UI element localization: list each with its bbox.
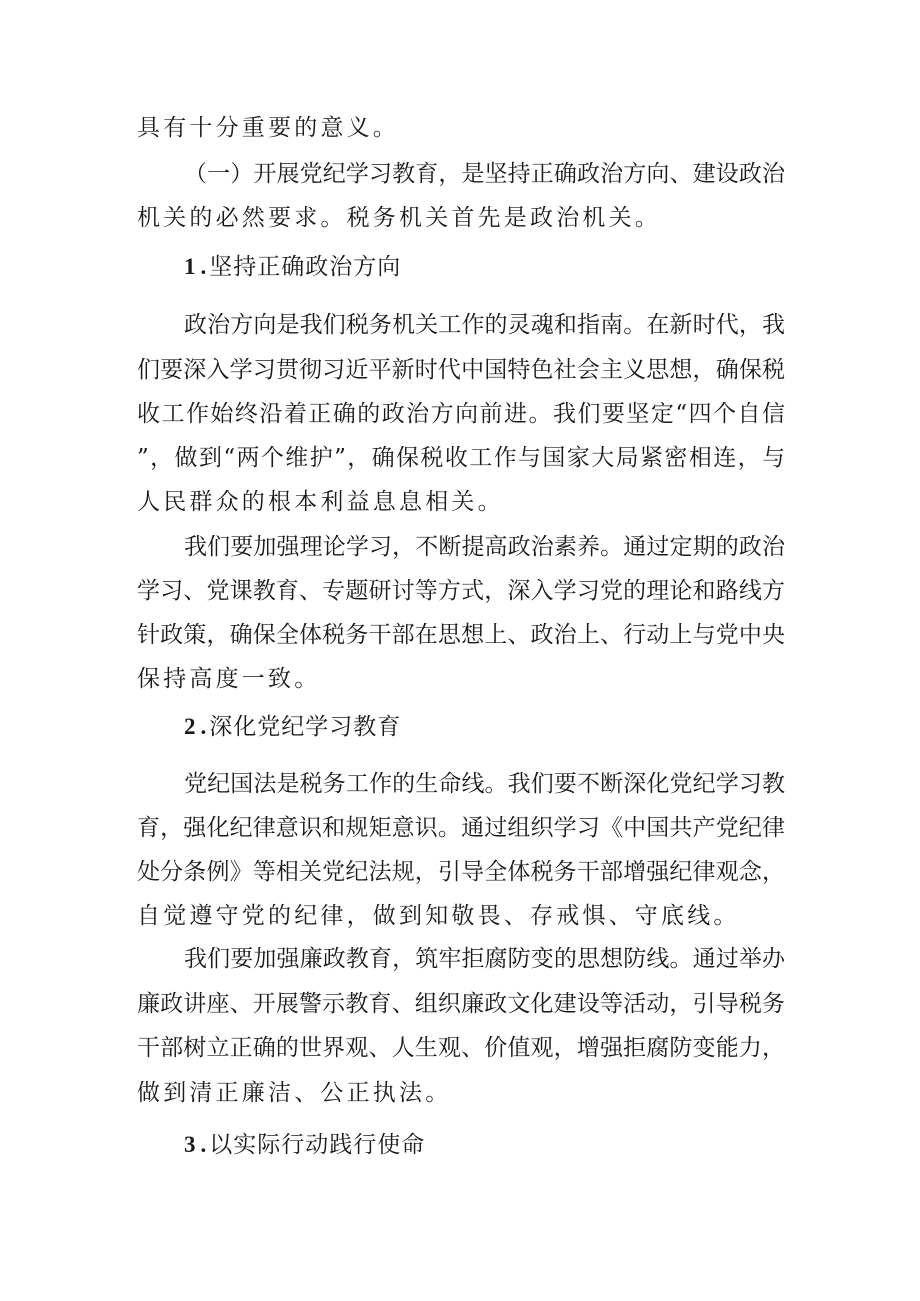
paragraph-line: 党纪国法是税务工作的生命线。我们要不断深化党纪学习教 xyxy=(184,771,785,797)
paragraph-line: 做到清正廉洁、公正执法。 xyxy=(137,1080,452,1106)
paragraph-line: 收工作始终沿着正确的政治方向前进。我们要坚定“四个自信 xyxy=(137,401,785,427)
paragraph-line: 政治方向是我们税务机关工作的灵魂和指南。在新时代，我 xyxy=(184,312,785,338)
subheading-text: 深化党纪学习教育 xyxy=(209,714,402,740)
section-title-line: 机关的必然要求。税务机关首先是政治机关。 xyxy=(137,205,661,231)
paragraph-line: 人民群众的根本利益息息相关。 xyxy=(137,489,504,515)
subheading-text: 以实际行动践行使命 xyxy=(209,1132,426,1158)
paragraph-line: 处分条例》等相关党纪法规，引导全体税务干部增强纪律观念， xyxy=(137,859,785,885)
paragraph-line: 自觉遵守党的纪律，做到知敬畏、存戒惧、守底线。 xyxy=(137,903,740,929)
paragraph-line: 干部树立正确的世界观、人生观、价值观，增强拒腐防变能力， xyxy=(137,1035,785,1061)
subheading-dot: . xyxy=(200,254,208,279)
paragraph-line: 我们要加强理论学习，不断提高政治素养。通过定期的政治 xyxy=(184,534,785,560)
subheading-text: 坚持正确政治方向 xyxy=(209,254,402,280)
paragraph-line: ”，做到“两个维护”，确保税收工作与国家大局紧密相连，与 xyxy=(137,445,785,471)
paragraph-line: 们要深入学习贯彻习近平新时代中国特色社会主义思想，确保税 xyxy=(137,357,785,383)
subheading-dot: . xyxy=(200,714,208,739)
paragraph-line: 学习、党课教育、专题研讨等方式，深入学习党的理论和路线方 xyxy=(137,578,785,604)
paragraph-line: 针政策，确保全体税务干部在思想上、政治上、行动上与党中央 xyxy=(137,622,785,648)
subheading-1 xyxy=(184,250,401,284)
subheading-number: 2 xyxy=(184,714,197,739)
subheading-dot: . xyxy=(200,1132,208,1157)
paragraph-line: 育，强化纪律意识和规矩意识。通过组织学习《中国共产党纪律 xyxy=(137,815,785,841)
subheading-number: 1 xyxy=(184,254,197,279)
section-title-line: （一）开展党纪学习教育，是坚持正确政治方向、建设政治 xyxy=(184,161,785,187)
paragraph-line: 保持高度一致。 xyxy=(137,666,321,692)
paragraph-line: 具有十分重要的意义。 xyxy=(137,115,399,141)
paragraph-line: 我们要加强廉政教育，筑牢拒腐防变的思想防线。通过举办 xyxy=(184,946,785,972)
subheading-2 xyxy=(184,710,401,744)
subheading-3 xyxy=(184,1128,425,1162)
paragraph-line: 廉政讲座、开展警示教育、组织廉政文化建设等活动，引导税务 xyxy=(137,991,785,1017)
subheading-number: 3 xyxy=(184,1132,197,1157)
